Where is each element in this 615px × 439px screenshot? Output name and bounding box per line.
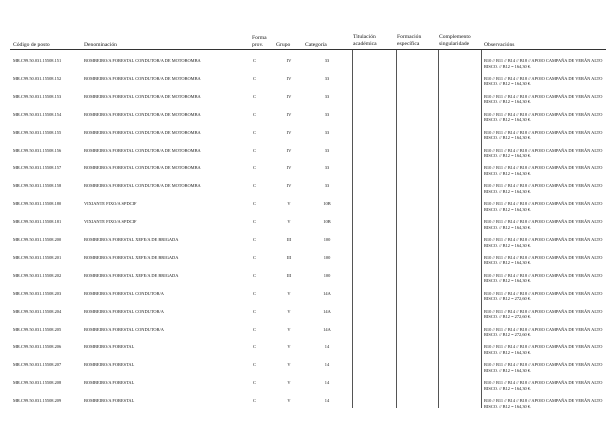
cell-categoria: 14 <box>324 380 330 386</box>
cell-grupo: IV <box>286 75 292 81</box>
table-row <box>0 251 615 267</box>
cell-forma: C <box>253 93 256 99</box>
cell-denominacion: BOMBEIRO/A FORESTAL CONDUTOR/A <box>84 308 164 314</box>
table-row <box>0 358 615 374</box>
header-formacion-line2: específica <box>397 41 420 47</box>
cell-grupo: V <box>287 219 291 225</box>
cell-grupo: IV <box>286 129 292 135</box>
table-row <box>0 269 615 285</box>
cell-denominacion: BOMBEIRO/A FORESTAL CONDUTOR/A <box>84 326 164 332</box>
header-titulacion-line1: Titulación <box>353 34 376 40</box>
table-row <box>0 376 615 392</box>
cell-categoria: 33 <box>324 111 330 117</box>
cell-codigo: MR.C99.50.031.15508.208 <box>13 380 62 386</box>
cell-grupo: V <box>287 380 291 386</box>
cell-categoria: 33 <box>324 93 330 99</box>
cell-grupo: V <box>287 362 291 368</box>
table-row <box>0 323 615 339</box>
cell-denominacion: BOMBEIRO/A FORESTAL CONDUTOR/A DE MOTOBOMBA <box>84 147 201 153</box>
table-row <box>0 340 615 356</box>
cell-denominacion: BOMBEIRO/A FORESTAL <box>84 344 135 350</box>
cell-observacions: B10 // B11 // B14 // B18 // APOIO CAMPAÑA DE VERÁN ALTO RISCO. // B12 = 164,30 €. <box>484 272 603 284</box>
cell-codigo: MR.C99.50.031.15508.204 <box>13 308 62 314</box>
cell-denominacion: BOMBEIRO/A FORESTAL <box>84 398 135 404</box>
cell-codigo: MR.C99.50.031.15508.157 <box>13 165 62 171</box>
cell-codigo: MR.C99.50.031.15508.209 <box>13 398 62 404</box>
cell-codigo: MR.C99.50.031.15508.203 <box>13 290 62 296</box>
table-row <box>0 72 615 88</box>
cell-forma: C <box>253 272 256 278</box>
table-row <box>0 197 615 213</box>
cell-observacions: B10 // B11 // B14 // B18 // APOIO CAMPAÑA DE VERÁN ALTO RISCO. // B12 = 164,30 €. <box>484 380 603 391</box>
cell-categoria: 100 <box>323 237 331 242</box>
header-complemento-line1: Complemento <box>439 34 471 40</box>
cell-categoria: 100 <box>323 272 331 278</box>
header-formacion-line1: Formación <box>397 34 422 40</box>
cell-forma: C <box>253 344 256 350</box>
cell-denominacion: BOMBEIRO/A FORESTAL CONDUTOR/A DE MOTOBOMBA <box>84 111 201 117</box>
table-row <box>0 233 615 249</box>
header-titulacion-line2: académica <box>353 41 377 47</box>
cell-forma: C <box>253 58 256 63</box>
cell-categoria: 10B <box>323 201 331 207</box>
cell-denominacion: BOMBEIRO/A FORESTAL CONDUTOR/A DE MOTOBOMBA <box>84 58 201 63</box>
cell-codigo: MR.C99.50.031.15508.201 <box>13 254 62 260</box>
cell-grupo: III <box>286 254 292 260</box>
cell-forma: C <box>253 362 256 368</box>
cell-categoria: 14A <box>323 290 331 296</box>
cell-denominacion: BOMBEIRO/A FORESTAL <box>84 380 135 386</box>
header-rule <box>10 49 606 50</box>
cell-forma: C <box>253 326 256 332</box>
cell-codigo: MR.C99.50.031.15508.205 <box>13 326 62 332</box>
cell-denominacion: VIXIANTE FIXO/A SPDCIF <box>84 219 137 225</box>
header-codigo: Código de posto <box>13 42 50 48</box>
cell-observacions: B10 // B11 // B14 // B18 // APOIO CAMPAÑA DE VERÁN ALTO RISCO. // B12 = 164,30 €. <box>484 165 603 176</box>
cell-grupo: III <box>286 272 292 278</box>
cell-codigo: MR.C99.50.031.15508.156 <box>13 147 62 153</box>
cell-observacions: B10 // B11 // B14 // B18 // APOIO CAMPAÑA DE VERÁN ALTO RISCO. // B12 = 164,30 €. <box>484 254 603 266</box>
cell-denominacion: BOMBEIRO/A FORESTAL CONDUTOR/A DE MOTOBOMBA <box>84 129 201 135</box>
cell-grupo: IV <box>286 111 292 117</box>
cell-observacions: B10 // B11 // B14 // B18 // APOIO CAMPAÑA DE VERÁN ALTO RISCO. // B12 = 164,30 €. <box>484 183 603 194</box>
table-row <box>0 90 615 106</box>
cell-denominacion: BOMBEIRO/A FORESTAL CONDUTOR/A DE MOTOBOMBA <box>84 183 201 189</box>
cell-grupo: IV <box>286 93 292 99</box>
table-row <box>0 161 615 177</box>
table-row <box>0 126 615 142</box>
cell-forma: C <box>253 219 256 225</box>
cell-forma: C <box>253 254 256 260</box>
cell-codigo: MR.C99.50.031.15508.206 <box>13 344 62 350</box>
cell-observacions: B10 // B11 // B14 // B18 // APOIO CAMPAÑA DE VERÁN ALTO RISCO. // B12 = 164,30 €. <box>484 237 603 248</box>
cell-denominacion: BOMBEIRO/A FORESTAL CONDUTOR/A DE MOTOBOMBA <box>84 165 201 171</box>
table-row <box>0 54 615 70</box>
cell-categoria: 14 <box>324 362 330 368</box>
cell-categoria: 14A <box>323 326 331 332</box>
table-row <box>0 144 615 160</box>
table-row <box>0 287 615 303</box>
cell-denominacion: BOMBEIRO/A FORESTAL CONDUTOR/A DE MOTOBOMBA <box>84 75 201 81</box>
cell-grupo: V <box>287 201 291 207</box>
cell-grupo: V <box>287 308 291 314</box>
cell-forma: C <box>253 147 256 153</box>
cell-denominacion: BOMBEIRO/A FORESTAL CONDUTOR/A DE MOTOBOMBA <box>84 93 201 99</box>
table-row <box>0 305 615 321</box>
cell-codigo: MR.C99.50.031.15508.202 <box>13 272 62 278</box>
cell-grupo: V <box>287 290 291 296</box>
cell-grupo: V <box>287 344 291 350</box>
cell-codigo: MR.C99.50.031.15508.155 <box>13 129 62 135</box>
cell-categoria: 14A <box>323 308 331 314</box>
cell-grupo: IV <box>286 183 292 189</box>
cell-observacions: B10 // B11 // B14 // B18 // APOIO CAMPAÑA DE VERÁN ALTO RISCO. // B12 = 272,60 €. <box>484 326 603 338</box>
cell-categoria: 100 <box>323 254 331 260</box>
cell-codigo: MR.C99.50.031.15508.207 <box>13 362 62 368</box>
table-row <box>0 179 615 195</box>
cell-observacions: B10 // B11 // B14 // B18 // APOIO CAMPAÑA DE VERÁN ALTO RISCO. // B12 = 164,30 €. <box>484 398 603 409</box>
cell-categoria: 10B <box>323 219 331 225</box>
cell-observacions: B10 // B11 // B14 // B18 // APOIO CAMPAÑA DE VERÁN ALTO RISCO. // B12 = 164,30 €. <box>484 111 603 123</box>
cell-forma: C <box>253 237 256 242</box>
cell-observacions: B10 // B11 // B14 // B18 // APOIO CAMPAÑA DE VERÁN ALTO RISCO. // B12 = 164,30 €. <box>484 362 603 373</box>
cell-forma: C <box>253 290 256 296</box>
cell-categoria: 33 <box>324 75 330 81</box>
cell-codigo: MR.C99.50.031.15508.200 <box>13 237 62 242</box>
cell-denominacion: BOMBEIRO/A FORESTAL CONDUTOR/A <box>84 290 164 296</box>
cell-denominacion: BOMBEIRO/A FORESTAL XEFE/A DE BRIGADA <box>84 237 179 242</box>
cell-forma: C <box>253 183 256 189</box>
cell-categoria: 14 <box>324 344 330 350</box>
cell-codigo: MR.C99.50.031.15508.158 <box>13 183 62 189</box>
cell-forma: C <box>253 308 256 314</box>
cell-codigo: MR.C99.50.031.15508.181 <box>13 219 62 225</box>
header-complemento-line2: singularidade <box>439 41 470 47</box>
cell-categoria: 33 <box>324 58 330 63</box>
table-row <box>0 394 615 410</box>
cell-forma: C <box>253 75 256 81</box>
cell-forma: C <box>253 380 256 386</box>
cell-observacions: B10 // B11 // B14 // B18 // APOIO CAMPAÑA DE VERÁN ALTO RISCO. // B12 = 164,30 €. <box>484 219 603 230</box>
cell-grupo: IV <box>286 147 292 153</box>
cell-forma: C <box>253 129 256 135</box>
cell-grupo: V <box>287 398 291 404</box>
cell-forma: C <box>253 398 256 404</box>
cell-codigo: MR.C99.50.031.15508.151 <box>13 58 62 63</box>
table-row <box>0 215 615 231</box>
cell-grupo: V <box>287 326 291 332</box>
cell-codigo: MR.C99.50.031.15508.180 <box>13 201 62 207</box>
cell-grupo: IV <box>286 165 292 171</box>
cell-codigo: MR.C99.50.031.15508.152 <box>13 75 62 81</box>
cell-observacions: B10 // B11 // B14 // B18 // APOIO CAMPAÑA DE VERÁN ALTO RISCO. // B12 = 272,60 €. <box>484 290 603 302</box>
cell-observacions: B10 // B11 // B14 // B18 // APOIO CAMPAÑA DE VERÁN ALTO RISCO. // B12 = 164,30 €. <box>484 147 603 159</box>
cell-observacions: B10 // B11 // B14 // B18 // APOIO CAMPAÑA DE VERÁN ALTO RISCO. // B12 = 164,30 €. <box>484 201 603 212</box>
cell-grupo: IV <box>286 58 292 63</box>
cell-observacions: B10 // B11 // B14 // B18 // APOIO CAMPAÑA DE VERÁN ALTO RISCO. // B12 = 164,30 €. <box>484 344 603 355</box>
header-forma-line1: Forma <box>252 35 267 41</box>
header-categoria: Categoría <box>305 42 327 48</box>
table-row <box>0 108 615 124</box>
cell-forma: C <box>253 165 256 171</box>
cell-codigo: MR.C99.50.031.15508.153 <box>13 93 62 99</box>
cell-forma: C <box>253 201 256 207</box>
header-denominacion: Denominación <box>84 42 117 48</box>
cell-observacions: B10 // B11 // B14 // B18 // APOIO CAMPAÑA DE VERÁN ALTO RISCO. // B12 = 164,30 €. <box>484 129 603 141</box>
cell-denominacion: BOMBEIRO/A FORESTAL XEFE/A DE BRIGADA <box>84 272 179 278</box>
cell-observacions: B10 // B11 // B14 // B18 // APOIO CAMPAÑA DE VERÁN ALTO RISCO. // B12 = 164,30 €. <box>484 58 603 69</box>
cell-denominacion: BOMBEIRO/A FORESTAL XEFE/A DE BRIGADA <box>84 254 179 260</box>
cell-codigo: MR.C99.50.031.15508.154 <box>13 111 62 117</box>
cell-observacions: B10 // B11 // B14 // B18 // APOIO CAMPAÑA DE VERÁN ALTO RISCO. // B12 = 272,60 €. <box>484 308 603 320</box>
cell-observacions: B10 // B11 // B14 // B18 // APOIO CAMPAÑA DE VERÁN ALTO RISCO. // B12 = 164,30 €. <box>484 75 603 87</box>
cell-observacions: B10 // B11 // B14 // B18 // APOIO CAMPAÑA DE VERÁN ALTO RISCO. // B12 = 164,30 €. <box>484 93 603 105</box>
cell-denominacion: BOMBEIRO/A FORESTAL <box>84 362 135 368</box>
cell-categoria: 33 <box>324 147 330 153</box>
cell-grupo: III <box>286 237 292 242</box>
cell-forma: C <box>253 111 256 117</box>
cell-categoria: 33 <box>324 183 330 189</box>
cell-categoria: 14 <box>324 398 330 404</box>
header-forma-line2: prov. <box>252 42 264 48</box>
header-observacions: Observacións <box>484 42 515 48</box>
header-grupo: Grupo <box>276 42 291 48</box>
cell-categoria: 33 <box>324 165 330 171</box>
cell-categoria: 33 <box>324 129 330 135</box>
cell-denominacion: VIXIANTE FIXO/A SPDCIF <box>84 201 137 207</box>
